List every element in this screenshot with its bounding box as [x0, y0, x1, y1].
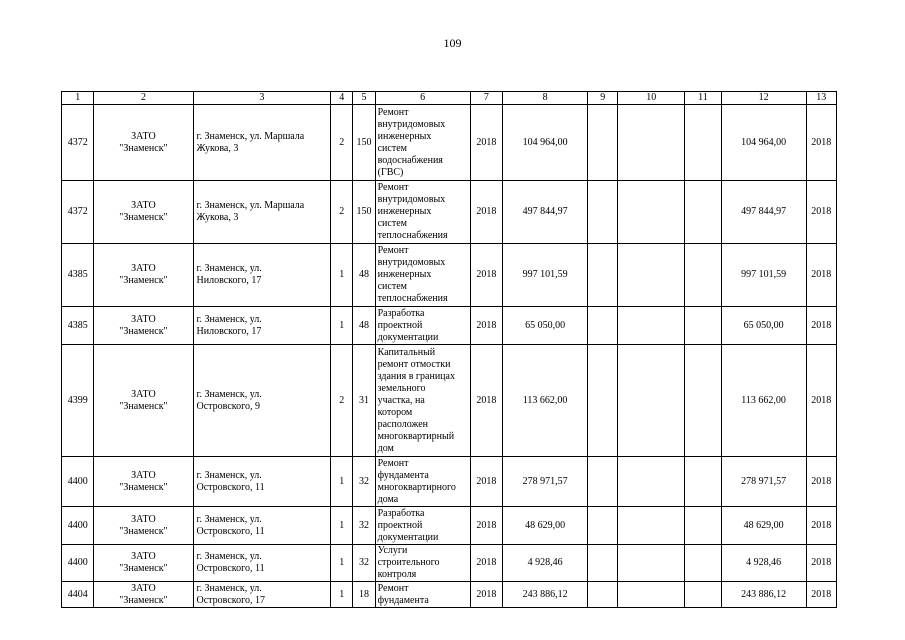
column-11-cell	[685, 105, 721, 181]
municipality-cell	[94, 181, 193, 244]
work-type-cell-line: внутридомовых	[377, 118, 446, 130]
address-cell	[193, 181, 331, 244]
address-cell-line: Островского, 9	[196, 400, 260, 412]
work-type-cell-line: теплоснабжения	[377, 293, 448, 304]
table-row	[62, 105, 837, 181]
column-4-cell: 2	[331, 181, 353, 244]
column-header-7: 7	[470, 92, 502, 105]
column-4-cell: 1	[331, 307, 353, 345]
table-row	[62, 244, 837, 307]
completion-year-cell: 2018	[806, 244, 836, 307]
municipality-cell	[94, 545, 193, 582]
column-header-6: 6	[375, 92, 470, 105]
municipality-cell-line: "Знаменск"	[119, 325, 168, 337]
column-header-8: 8	[503, 92, 588, 105]
column-5-cell: 31	[353, 345, 375, 457]
municipality-cell-line: ЗАТО	[131, 130, 156, 142]
table-row	[62, 507, 837, 545]
record-number-cell: 4385	[62, 307, 94, 345]
work-type-cell	[375, 345, 470, 457]
total-cost-cell: 497 844,97	[721, 181, 806, 244]
municipality-cell-line: ЗАТО	[131, 469, 156, 481]
year-cell: 2018	[470, 181, 502, 244]
column-4-cell: 1	[331, 244, 353, 307]
column-4-cell: 2	[331, 345, 353, 457]
work-type-cell	[375, 244, 470, 307]
municipality-cell-line: "Знаменск"	[119, 563, 168, 574]
address-cell	[193, 307, 331, 345]
cost-cell: 113 662,00	[503, 345, 588, 457]
table-row	[62, 457, 837, 507]
work-type-cell-line: Ремонт	[377, 106, 409, 118]
address-cell-line: Островского, 17	[196, 594, 265, 606]
column-10-cell	[618, 457, 685, 507]
address-cell-line: Островского, 11	[196, 525, 265, 537]
column-10-cell	[618, 507, 685, 545]
page-number: 109	[443, 36, 462, 50]
municipality-cell-line: "Знаменск"	[119, 212, 168, 223]
address-cell-line: Жукова, 3	[196, 212, 239, 223]
record-number-cell: 4385	[62, 244, 94, 307]
column-9-cell	[588, 307, 618, 345]
column-9-cell	[588, 105, 618, 181]
address-cell	[193, 244, 331, 307]
column-11-cell	[685, 244, 721, 307]
column-5-cell: 150	[353, 105, 375, 181]
record-number-cell: 4404	[62, 582, 94, 608]
completion-year-cell: 2018	[806, 582, 836, 608]
completion-year-cell: 2018	[806, 307, 836, 345]
column-header-5: 5	[353, 92, 375, 105]
column-11-cell	[685, 345, 721, 457]
column-5-cell: 32	[353, 457, 375, 507]
column-10-cell	[618, 307, 685, 345]
work-type-cell-line: систем	[377, 142, 407, 154]
municipality-cell	[94, 507, 193, 545]
work-type-cell-line: систем	[377, 281, 407, 292]
work-type-cell	[375, 582, 470, 608]
column-9-cell	[588, 507, 618, 545]
completion-year-cell: 2018	[806, 345, 836, 457]
column-9-cell	[588, 244, 618, 307]
municipality-cell	[94, 345, 193, 457]
column-10-cell	[618, 545, 685, 582]
work-type-cell-line: внутридомовых	[377, 194, 446, 205]
municipality-cell	[94, 582, 193, 608]
cost-cell: 65 050,00	[503, 307, 588, 345]
address-cell-line: Ниловского, 17	[196, 275, 262, 286]
column-5-cell: 32	[353, 507, 375, 545]
address-cell-line: г. Знаменск, ул.	[196, 582, 262, 594]
column-5-cell: 32	[353, 545, 375, 582]
column-header-2: 2	[94, 92, 193, 105]
work-type-cell-line: дома	[377, 493, 399, 505]
column-9-cell	[588, 181, 618, 244]
work-type-cell-line: инженерных	[377, 206, 432, 217]
municipality-cell-line: ЗАТО	[131, 313, 156, 325]
column-9-cell	[588, 582, 618, 608]
work-type-cell-line: Ремонт	[377, 182, 409, 193]
address-cell-line: г. Знаменск, ул.	[196, 388, 262, 400]
table-body	[62, 92, 837, 608]
address-cell-line: Островского, 11	[196, 563, 265, 574]
column-11-cell	[685, 582, 721, 608]
address-cell-line: г. Знаменск, ул.	[196, 513, 262, 525]
record-number-cell: 4372	[62, 105, 94, 181]
work-type-cell-line: документации	[377, 331, 439, 343]
municipality-cell	[94, 457, 193, 507]
column-9-cell	[588, 457, 618, 507]
repair-program-table	[61, 91, 837, 608]
work-type-cell-line: Ремонт	[377, 582, 409, 594]
column-9-cell	[588, 545, 618, 582]
work-type-cell-line: строительного	[377, 557, 440, 568]
cost-cell: 497 844,97	[503, 181, 588, 244]
municipality-cell-line: ЗАТО	[131, 513, 156, 525]
municipality-cell-line: "Знаменск"	[119, 275, 168, 286]
municipality-cell-line: ЗАТО	[131, 200, 156, 211]
column-11-cell	[685, 307, 721, 345]
record-number-cell: 4372	[62, 181, 94, 244]
total-cost-cell: 243 886,12	[721, 582, 806, 608]
column-5-cell: 150	[353, 181, 375, 244]
column-10-cell	[618, 582, 685, 608]
work-type-cell-line: проектной	[377, 319, 423, 331]
work-type-cell-line: Разработка	[377, 307, 425, 319]
work-type-cell-line: фундамента	[377, 594, 429, 606]
address-cell	[193, 345, 331, 457]
work-type-cell-line: Капитальный	[377, 346, 436, 358]
completion-year-cell: 2018	[806, 181, 836, 244]
column-10-cell	[618, 345, 685, 457]
municipality-cell-line: "Знаменск"	[119, 525, 168, 537]
work-type-cell	[375, 105, 470, 181]
work-type-cell	[375, 181, 470, 244]
municipality-cell-line: "Знаменск"	[119, 400, 168, 412]
table-row	[62, 545, 837, 582]
year-cell: 2018	[470, 307, 502, 345]
address-cell	[193, 105, 331, 181]
municipality-cell-line: ЗАТО	[131, 551, 156, 562]
column-header-1: 1	[62, 92, 94, 105]
cost-cell: 4 928,46	[503, 545, 588, 582]
cost-cell: 104 964,00	[503, 105, 588, 181]
column-10-cell	[618, 181, 685, 244]
column-11-cell	[685, 545, 721, 582]
work-type-cell-line: Ремонт	[377, 245, 409, 256]
address-cell-line: г. Знаменск, ул.	[196, 469, 262, 481]
cost-cell: 997 101,59	[503, 244, 588, 307]
municipality-cell	[94, 105, 193, 181]
cost-cell: 243 886,12	[503, 582, 588, 608]
total-cost-cell: 4 928,46	[721, 545, 806, 582]
work-type-cell-line: (ГВС)	[377, 166, 404, 178]
work-type-cell-line: здания в границах	[377, 370, 455, 382]
completion-year-cell: 2018	[806, 105, 836, 181]
address-cell-line: г. Знаменск, ул.	[196, 263, 262, 274]
total-cost-cell: 997 101,59	[721, 244, 806, 307]
work-type-cell-line: Услуги	[377, 545, 408, 556]
work-type-cell-line: проектной	[377, 519, 423, 531]
column-4-cell: 2	[331, 105, 353, 181]
work-type-cell-line: многоквартирный	[377, 430, 455, 442]
year-cell: 2018	[470, 244, 502, 307]
municipality-cell-line: ЗАТО	[131, 263, 156, 274]
work-type-cell-line: участка, на	[377, 394, 425, 406]
municipality-cell	[94, 244, 193, 307]
table-header-row	[62, 92, 837, 105]
address-cell-line: г. Знаменск, ул.	[196, 551, 262, 562]
address-cell-line: Жукова, 3	[196, 142, 239, 154]
work-type-cell-line: инженерных	[377, 269, 432, 280]
record-number-cell: 4400	[62, 545, 94, 582]
municipality-cell-line: "Знаменск"	[119, 594, 168, 606]
address-cell-line: Островского, 11	[196, 481, 265, 493]
column-11-cell	[685, 457, 721, 507]
cost-cell: 278 971,57	[503, 457, 588, 507]
work-type-cell-line: контроля	[377, 569, 417, 580]
completion-year-cell: 2018	[806, 507, 836, 545]
work-type-cell-line: дом	[377, 442, 394, 454]
work-type-cell-line: фундамента	[377, 469, 429, 481]
address-cell-line: Ниловского, 17	[196, 325, 262, 337]
municipality-cell-line: "Знаменск"	[119, 142, 168, 154]
work-type-cell-line: многоквартирного	[377, 481, 456, 493]
column-11-cell	[685, 181, 721, 244]
column-5-cell: 18	[353, 582, 375, 608]
work-type-cell	[375, 507, 470, 545]
record-number-cell: 4400	[62, 457, 94, 507]
address-cell	[193, 545, 331, 582]
year-cell: 2018	[470, 345, 502, 457]
work-type-cell-line: внутридомовых	[377, 257, 446, 268]
work-type-cell-line: теплоснабжения	[377, 230, 448, 241]
column-4-cell: 1	[331, 582, 353, 608]
column-5-cell: 48	[353, 244, 375, 307]
municipality-cell	[94, 307, 193, 345]
address-cell-line: г. Знаменск, ул.	[196, 313, 262, 325]
municipality-cell-line: ЗАТО	[131, 582, 156, 594]
record-number-cell: 4399	[62, 345, 94, 457]
work-type-cell	[375, 545, 470, 582]
work-type-cell	[375, 457, 470, 507]
address-cell	[193, 582, 331, 608]
column-header-9: 9	[588, 92, 618, 105]
column-10-cell	[618, 244, 685, 307]
table-row	[62, 345, 837, 457]
column-header-10: 10	[618, 92, 685, 105]
column-11-cell	[685, 507, 721, 545]
work-type-cell-line: расположен	[377, 418, 429, 430]
column-4-cell: 1	[331, 457, 353, 507]
work-type-cell-line: водоснабжения	[377, 154, 443, 166]
work-type-cell-line: земельного	[377, 382, 426, 394]
column-header-12: 12	[721, 92, 806, 105]
address-cell-line: г. Знаменск, ул. Маршала	[196, 200, 305, 211]
work-type-cell-line: документации	[377, 531, 439, 543]
column-10-cell	[618, 105, 685, 181]
total-cost-cell: 278 971,57	[721, 457, 806, 507]
completion-year-cell: 2018	[806, 545, 836, 582]
table-row	[62, 582, 837, 608]
table-row	[62, 181, 837, 244]
year-cell: 2018	[470, 582, 502, 608]
total-cost-cell: 48 629,00	[721, 507, 806, 545]
column-header-3: 3	[193, 92, 331, 105]
work-type-cell-line: инженерных	[377, 130, 432, 142]
municipality-cell-line: "Знаменск"	[119, 481, 168, 493]
year-cell: 2018	[470, 105, 502, 181]
municipality-cell-line: ЗАТО	[131, 388, 156, 400]
address-cell-line: г. Знаменск, ул. Маршала	[196, 130, 305, 142]
work-type-cell-line: ремонт отмостки	[377, 358, 451, 370]
completion-year-cell: 2018	[806, 457, 836, 507]
column-9-cell	[588, 345, 618, 457]
total-cost-cell: 65 050,00	[721, 307, 806, 345]
address-cell	[193, 457, 331, 507]
column-header-4: 4	[331, 92, 353, 105]
column-4-cell: 1	[331, 507, 353, 545]
cost-cell: 48 629,00	[503, 507, 588, 545]
record-number-cell: 4400	[62, 507, 94, 545]
column-header-11: 11	[685, 92, 721, 105]
year-cell: 2018	[470, 545, 502, 582]
total-cost-cell: 104 964,00	[721, 105, 806, 181]
work-type-cell-line: котором	[377, 406, 413, 418]
work-type-cell	[375, 307, 470, 345]
column-header-13: 13	[806, 92, 836, 105]
year-cell: 2018	[470, 457, 502, 507]
column-5-cell: 48	[353, 307, 375, 345]
work-type-cell-line: систем	[377, 218, 407, 229]
table-row	[62, 307, 837, 345]
address-cell	[193, 507, 331, 545]
column-4-cell: 1	[331, 545, 353, 582]
work-type-cell-line: Разработка	[377, 507, 425, 519]
total-cost-cell: 113 662,00	[721, 345, 806, 457]
year-cell: 2018	[470, 507, 502, 545]
work-type-cell-line: Ремонт	[377, 457, 409, 469]
